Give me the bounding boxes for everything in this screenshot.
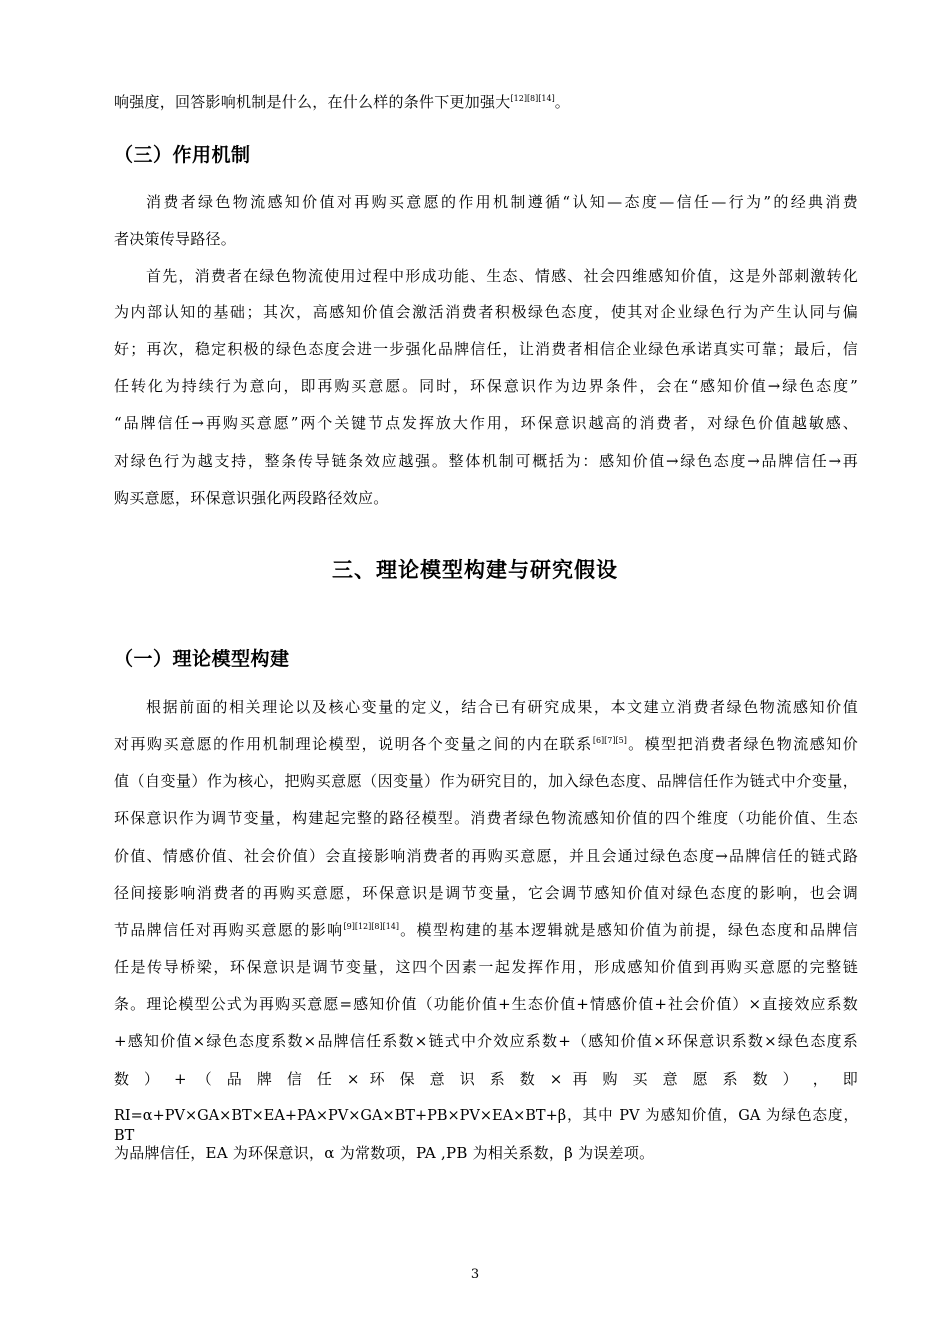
- model-line-2-a: 对再购买意愿的作用机制理论模型，说明各个变量之间的内在联系: [114, 735, 593, 753]
- mechanism-p2-line-1: 首先，消费者在绿色物流使用过程中形成功能、生态、情感、社会四维感知价值，这是外部刺激转化: [146, 267, 858, 285]
- mechanism-p2-line-4: 任转化为持续行为意向，即再购买意愿。同时，环保意识作为边界条件，会在“感知价值→绿色态度”: [114, 377, 858, 395]
- model-line-7-b: 。模型构建的基本逻辑就是感知价值为前提，绿色态度和品牌信: [399, 921, 858, 939]
- model-line-2: [114, 734, 858, 754]
- mechanism-p1-line-1: 消费者绿色物流感知价值对再购买意愿的作用机制遵循“认知—态度—信任—行为”的经典消费: [146, 193, 858, 211]
- section-heading-model: （一）理论模型构建: [114, 648, 290, 670]
- model-line-1: 根据前面的相关理论以及核心变量的定义，结合已有研究成果，本文建立消费者绿色物流感知价值: [146, 698, 858, 716]
- model-line-11-text: 数 ） + （ 品 牌 信 任 × 环 保 意 识 系 数 × 再 购 买 意 愿 系 数 ） ， 即: [114, 1070, 858, 1088]
- model-line-8: 任是传导桥梁，环保意识是调节变量，这四个因素一起发挥作用，形成感知价值到再购买意愿的完整链: [114, 958, 858, 976]
- mechanism-p2-line-3: 好；再次，稳定积极的绿色态度会进一步强化品牌信任，让消费者相信企业绿色承诺真实可靠；最后，信: [114, 340, 858, 358]
- intro-tail-text: 响强度，回答影响机制是什么，在什么样的条件下更加强大: [114, 93, 511, 111]
- section-heading-mechanism: （三）作用机制: [114, 144, 251, 166]
- mechanism-p1-line-2: 者决策传导路径。: [114, 230, 237, 248]
- citation: [12][8][14]: [510, 94, 555, 103]
- chapter-heading: 三、理论模型构建与研究假设: [332, 558, 618, 582]
- model-line-7-a: 节品牌信任对再购买意愿的影响: [114, 921, 344, 939]
- model-line-5: 价值、情感价值、社会价值）会直接影响消费者的再购买意愿，并且会通过绿色态度→品牌信任的链式路: [114, 847, 858, 865]
- mechanism-p2-line-5: “品牌信任→再购买意愿”两个关键节点发挥放大作用，环保意识越高的消费者，对绿色价值越敏感、: [114, 414, 858, 432]
- model-line-9: 条。理论模型公式为再购买意愿=感知价值（功能价值+生态价值+情感价值+社会价值）×直接效应系数: [114, 995, 858, 1013]
- model-line-11: [114, 1069, 858, 1089]
- citation: [6][7][5]: [592, 736, 627, 745]
- model-line-10: +感知价值×绿色态度系数×品牌信任系数×链式中介效应系数+（感知价值×环保意识系数×绿色态度系: [114, 1032, 858, 1050]
- model-line-3: 值（自变量）作为核心，把购买意愿（因变量）作为研究目的，加入绿色态度、品牌信任作为链式中介变量，: [114, 772, 858, 790]
- page-number: 3: [470, 1267, 480, 1282]
- intro-tail-line: [114, 92, 570, 112]
- mechanism-p2-line-6: 对绿色行为越支持，整条传导链条效应越强。整体机制可概括为：感知价值→绿色态度→品牌信任→再: [114, 452, 858, 470]
- model-line-6: 径间接影响消费者的再购买意愿，环保意识是调节变量，它会调节感知价值对绿色态度的影响，也会调: [114, 884, 858, 902]
- model-line-7: [114, 920, 858, 940]
- citation: [9][12][8][14]: [343, 922, 400, 931]
- mechanism-p2-line-7: 购买意愿，环保意识强化两段路径效应。: [114, 489, 389, 507]
- mechanism-p2-line-2: 为内部认知的基础；其次，高感知价值会激活消费者积极绿色态度，使其对企业绿色行为产生认同与偏: [114, 303, 858, 321]
- model-line-4: 环保意识作为调节变量，构建起完整的路径模型。消费者绿色物流感知价值的四个维度（功能价值、生态: [114, 809, 858, 827]
- model-line-12: RI=α+PV×GA×BT×EA+PA×PV×GA×BT+PB×PV×EA×BT+β，其中 PV 为感知价值，GA 为绿色态度，BT: [114, 1108, 858, 1144]
- model-line-2-b: 。模型把消费者绿色物流感知价: [626, 735, 858, 753]
- model-line-13: 为品牌信任，EA 为环保意识，α 为常数项，PA ,PB 为相关系数，β 为误差项。: [114, 1144, 655, 1162]
- intro-tail-end: 。: [554, 93, 570, 111]
